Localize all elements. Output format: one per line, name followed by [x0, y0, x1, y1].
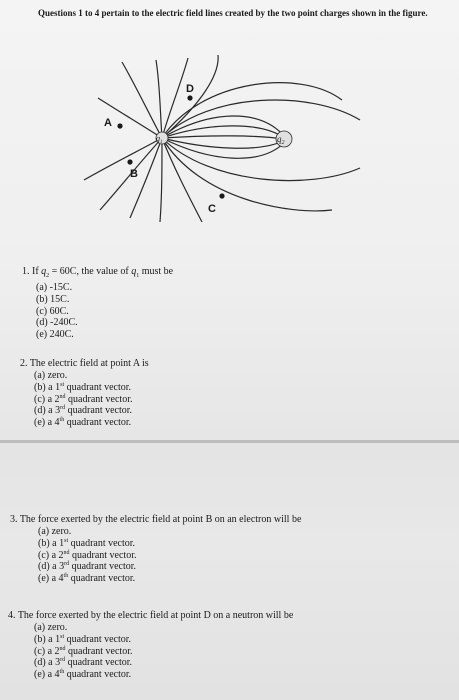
option-c: (c) 60C.: [36, 305, 69, 317]
option-b: (b) a 1st quadrant vector.: [38, 537, 136, 549]
point-b-dot: [127, 159, 132, 164]
option-a: (a) zero.: [34, 622, 68, 633]
question-2: [20, 358, 149, 429]
question-3-stem: 3. The force exerted by the electric field at point B on an electron will be: [10, 514, 302, 525]
option-d: (d) -240C.: [36, 317, 78, 329]
question-1-stem: 1. If $q_2 = 60C$, the value of $q_1$ must be: [22, 266, 174, 279]
option-a: (a) -15C.: [36, 282, 73, 293]
question-2-stem: 2. The electric field at point A is: [20, 358, 149, 369]
option-d: (d) a 3rd quadrant vector.: [38, 561, 137, 573]
option-e: (e) a 4th quadrant vector.: [34, 417, 132, 429]
field-lines-figure: [70, 50, 400, 225]
field-line: [160, 138, 162, 222]
option-b: (b) a 1st quadrant vector.: [34, 381, 132, 393]
option-b: (b) 15C.: [36, 293, 70, 305]
option-d: (d) a 3rd quadrant vector.: [34, 657, 133, 669]
option-c: (c) a 2nd quadrant vector.: [34, 645, 133, 657]
q1-label: $q_1$: [156, 134, 163, 145]
field-line: [84, 138, 162, 180]
question-1: [22, 266, 173, 341]
point-a-dot: [117, 123, 122, 128]
field-line: [162, 138, 202, 222]
instructions-header: Questions 1 to 4 pertain to the electric field lines created by the two point charges shown in the figure.: [38, 8, 428, 18]
point-a-label: A: [104, 117, 112, 129]
field-line: [122, 62, 162, 138]
question-4-stem: 4. The force exerted by the electric field at point D on a neutron will be: [8, 610, 294, 621]
point-c-label: C: [208, 203, 216, 215]
option-e: (e) a 4th quadrant vector.: [34, 669, 132, 681]
option-c: (c) a 2nd quadrant vector.: [38, 549, 137, 561]
point-c-dot: [219, 193, 224, 198]
option-a: (a) zero.: [34, 370, 68, 381]
question-3: [10, 514, 301, 585]
field-line: [162, 100, 360, 138]
field-line: [156, 60, 162, 138]
point-d-dot: [187, 95, 192, 100]
field-line: [162, 136, 282, 139]
option-e: (e) 240C.: [36, 329, 74, 341]
option-a: (a) zero.: [38, 526, 72, 537]
field-line: [162, 116, 284, 138]
option-c: (c) a 2nd quadrant vector.: [34, 393, 133, 405]
point-d-label: D: [186, 83, 194, 95]
option-e: (e) a 4th quadrant vector.: [38, 573, 136, 585]
option-d: (d) a 3rd quadrant vector.: [34, 405, 133, 417]
point-b-label: B: [130, 168, 138, 180]
option-b: (b) a 1st quadrant vector.: [34, 633, 132, 645]
question-4: [8, 610, 293, 681]
q2-label: $q_2$: [277, 134, 285, 146]
